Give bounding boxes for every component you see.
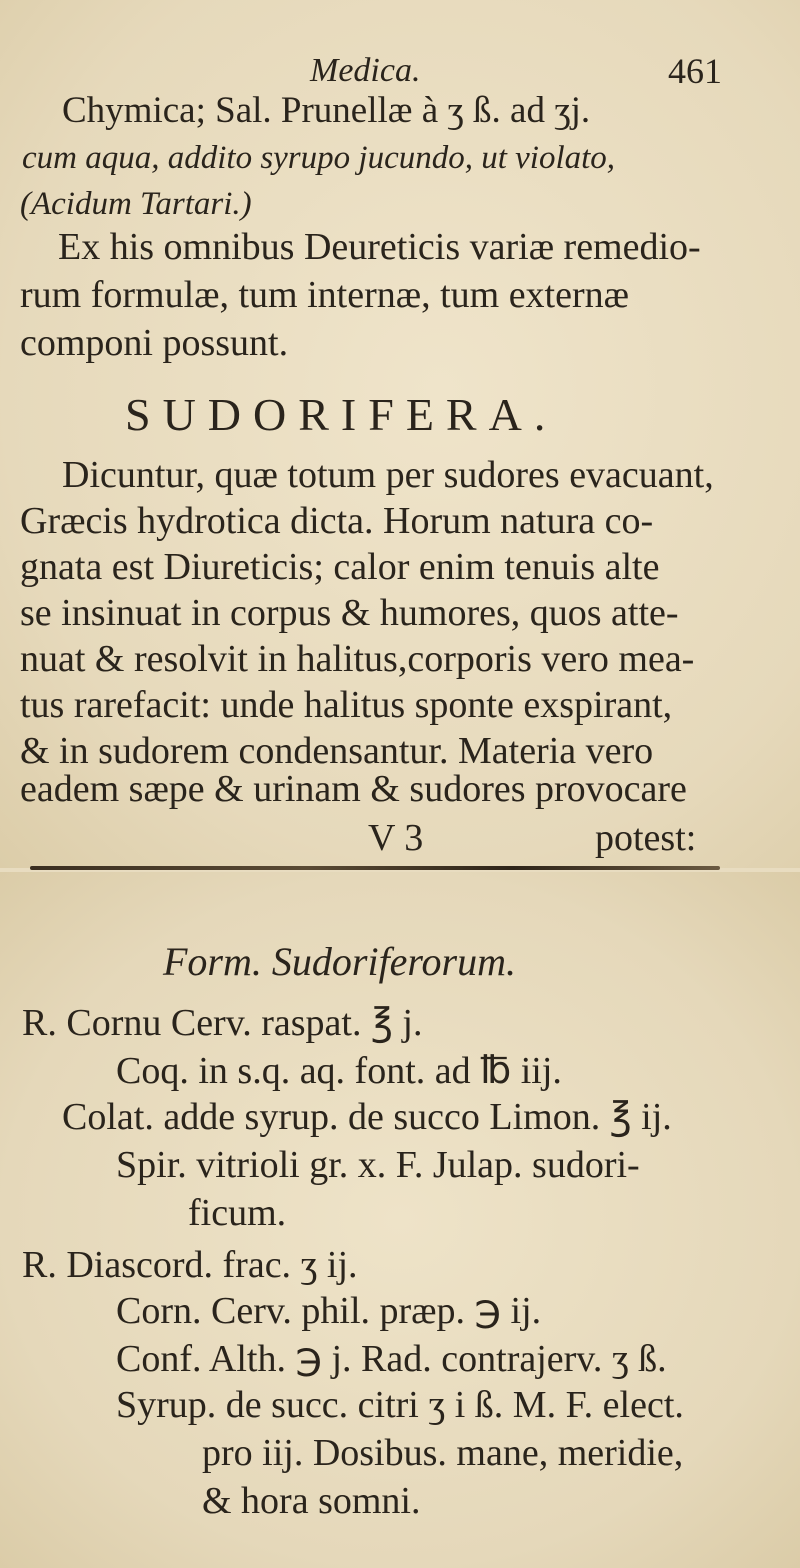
running-head: Medica. [310,52,421,89]
text-line: Græcis hydrotica dicta. Horum natura co- [20,500,654,542]
recipe-line: & hora somni. [202,1480,421,1522]
text-line: Dicuntur, quæ totum per sudores evacuant, [62,454,714,496]
page-number: 461 [668,51,722,91]
formulae-heading: Form. Sudoriferorum. [163,939,516,984]
text-line: rum formulæ, tum internæ, tum externæ [20,274,629,316]
text-line: Ex his omnibus Deureticis variæ remedio- [58,226,701,268]
recipe-line: Coq. in s.q. aq. font. ad ℔ iij. [116,1050,562,1092]
text-line: tus rarefacit: unde halitus sponte exspirant, [20,684,673,726]
recipe-line: pro iij. Dosibus. mane, meridie, [202,1432,684,1474]
catchword: potest: [595,817,697,859]
text-line: eadem sæpe & urinam & sudores provocare [20,768,687,810]
text-line: gnata est Diureticis; calor enim tenuis alte [20,546,660,588]
page-divider [30,866,720,870]
text-line: (Acidum Tartari.) [20,186,252,222]
text-line: se insinuat in corpus & humores, quos atte- [20,592,679,634]
recipe-line: Conf. Alth. ℈ j. Rad. contrajerv. ʒ ß. [116,1338,667,1380]
text-line: componi possunt. [20,322,289,364]
recipe-line: Corn. Cerv. phil. præp. ℈ ij. [116,1290,542,1332]
text-line: & in sudorem condensantur. Materia vero [20,730,654,772]
recipe-line: Colat. adde syrup. de succo Limon. ℥ ij. [62,1096,672,1138]
recipe-line: ficum. [188,1192,287,1234]
signature-mark: V 3 [368,817,424,859]
section-heading: SUDORIFERA. [125,389,558,440]
text-line: cum aqua, addito syrupo jucundo, ut violato, [22,140,616,176]
text-line: nuat & resolvit in halitus,corporis vero mea- [20,638,695,680]
recipe-line: R. Diascord. frac. ʒ ij. [22,1244,358,1286]
recipe-line: Syrup. de succ. citri ʒ i ß. M. F. elect. [116,1384,684,1426]
recipe-line: R. Cornu Cerv. raspat. ℥ j. [22,1002,423,1044]
recipe-line: Spir. vitrioli gr. x. F. Julap. sudori- [116,1144,640,1186]
text-line: Chymica; Sal. Prunellæ à ʒ ß. ad ʒj. [62,90,591,131]
